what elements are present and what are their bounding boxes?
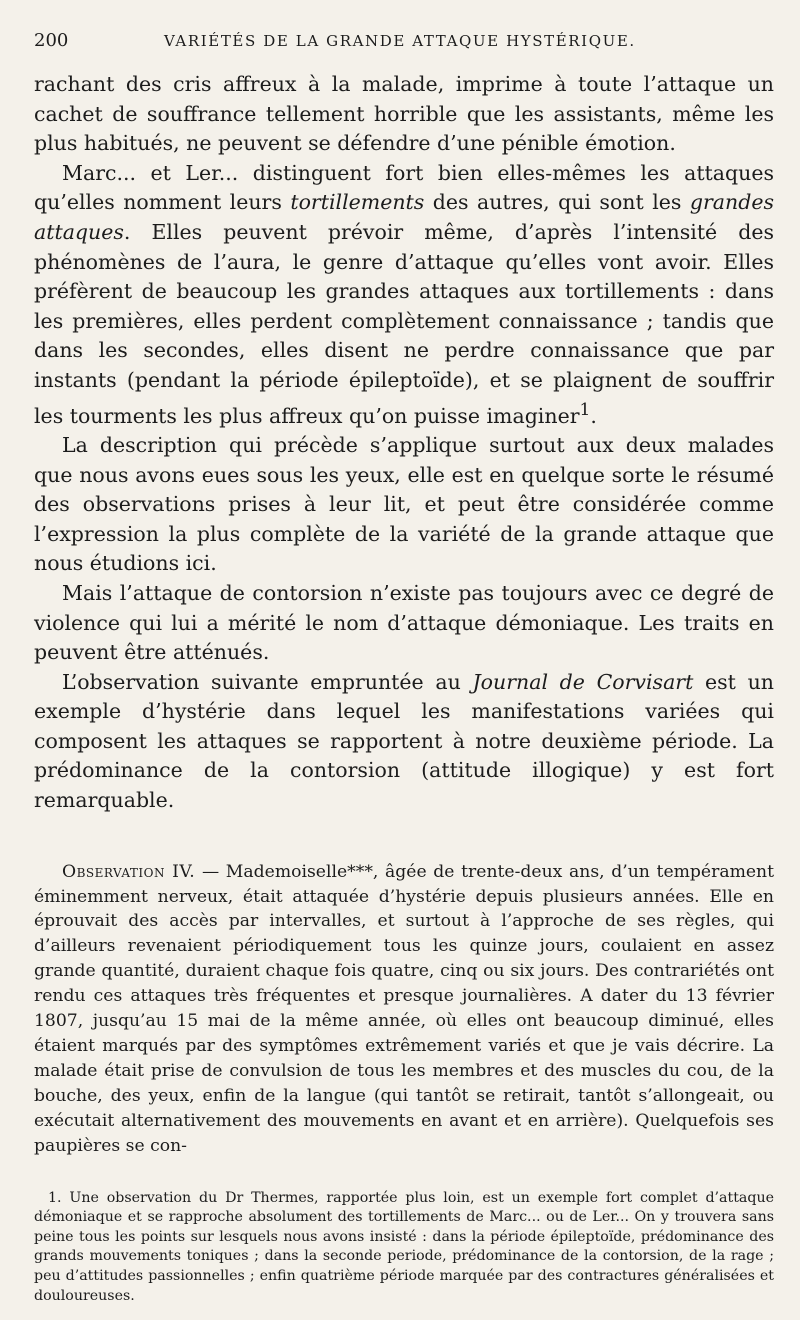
paragraph-1: rachant des cris affreux à la malade, imprime à toute l’attaque un cachet de souffrance tellement horrible que les assistants, même les plus habitués, ne peuvent se défendre d’une pénible émotion. xyxy=(34,72,774,156)
paragraph-5-text-a: L’observation suivante empruntée au xyxy=(62,669,473,694)
italic-grandes-attaques: grandes attaques xyxy=(34,190,774,244)
observation-iv xyxy=(34,860,774,1159)
paragraph-4: Mais l’attaque de contorsion n’existe pas toujours avec ce degré de violence qui lui a mérité le nom d’attaque démoniaque. Les traits en peuvent être atténués. xyxy=(34,580,774,665)
page-header xyxy=(34,30,774,62)
observation-text: — Mademoiselle***, âgée de trente-deux ans, d’un tempérament éminemment nerveux, était attaquée d’hystérie depuis plusieurs années. Elle en éprouvait des accès par intervalles, et surtout à l’approche de ses règles, qui d’ailleurs revenaient périodiquement tous les quinze jours, coulaient en assez grande quantité, duraient chaque fois quatre, cinq ou six jours. Des contrariétés ont rendu ces attaques très fréquentes et presque journalières. A dater du 13 février 1807, jusqu’au 15 mai de la même année, où elles ont beaucoup diminué, elles étaient marqués par des symptômes extrêmement variés et que je vais décrire. La malade était prise de convulsion de tous les membres et des muscles du cou, de la bouche, des yeux, enfin de la langue (qui tantôt se retirait, tantôt s’allongeait, ou exécutait alternativement des mouvements en avant et en arrière). Quelquefois ses paupières se con- xyxy=(34,861,775,1156)
italic-journal-title: Journal de Corvisart xyxy=(472,669,694,694)
paragraph-2-text-a: Marc... et Ler... distinguent fort bien elles-mêmes les attaques qu’elles nomment leurs xyxy=(34,160,774,215)
paragraph-5-text-c: est un exemple d’hystérie dans lequel les manifestations variées qui composent les attaques se rapportent à notre deuxième période. La prédominance de la contorsion (attitude illogique) y est fort remarquable. xyxy=(34,669,774,813)
observation-label: Observation IV. xyxy=(62,861,196,882)
paragraph-5 xyxy=(34,668,774,816)
paragraph-3: La description qui précède s’applique surtout aux deux malades que nous avons eues sous les yeux, elle est en quelque sorte le résumé des observations prises à leur lit, et peut être considérée comme l’expression la plus complète de la variété de la grande attaque que nous étudions ici. xyxy=(34,432,774,576)
paragraph-2 xyxy=(34,159,774,431)
paragraph-2-text-c: des autres, qui sont les xyxy=(424,190,690,215)
main-text xyxy=(34,70,774,1306)
footnote-marker: 1 xyxy=(579,399,591,420)
paragraph-2-end: . xyxy=(590,403,597,428)
italic-tortillements: tortillements xyxy=(290,190,425,215)
footnote: 1. Une observation du Dr Thermes, rapportée plus loin, est un exemple fort complet d’attaque démoniaque et se rapproche absolument des tortillements de Marc... ou de Ler... On y trouvera sans peine tous les points sur lesquels nous avons insisté : dans la période épileptoïde, prédominance des grands mouvements toniques ; dans la seconde periode, prédominance de la contorsion, de la rage ; peu d’attitudes passionnelles ; enfin quatrième période marquée par des contractures généralisées et douloureuses. xyxy=(34,1189,774,1304)
page-number: 200 xyxy=(34,30,69,51)
paragraph-2-text-e: . Elles peuvent prévoir même, d’après l’intensité des phénomènes de l’aura, le genre d’attaque qu’elles vont avoir. Elles préfèrent de beaucoup les grandes attaques aux tortillements : dans les premières, elles perdent complètement connaissance ; tandis que dans les secondes, elles disent ne perdre connaissance que par instants (pendant la période épileptoïde), et se plaignent de souffrir les tourments les plus affreux qu’on puisse imaginer xyxy=(34,219,774,428)
book-page xyxy=(34,30,774,1320)
running-title: VARIÉTÉS DE LA GRANDE ATTAQUE HYSTÉRIQUE. xyxy=(164,32,636,50)
